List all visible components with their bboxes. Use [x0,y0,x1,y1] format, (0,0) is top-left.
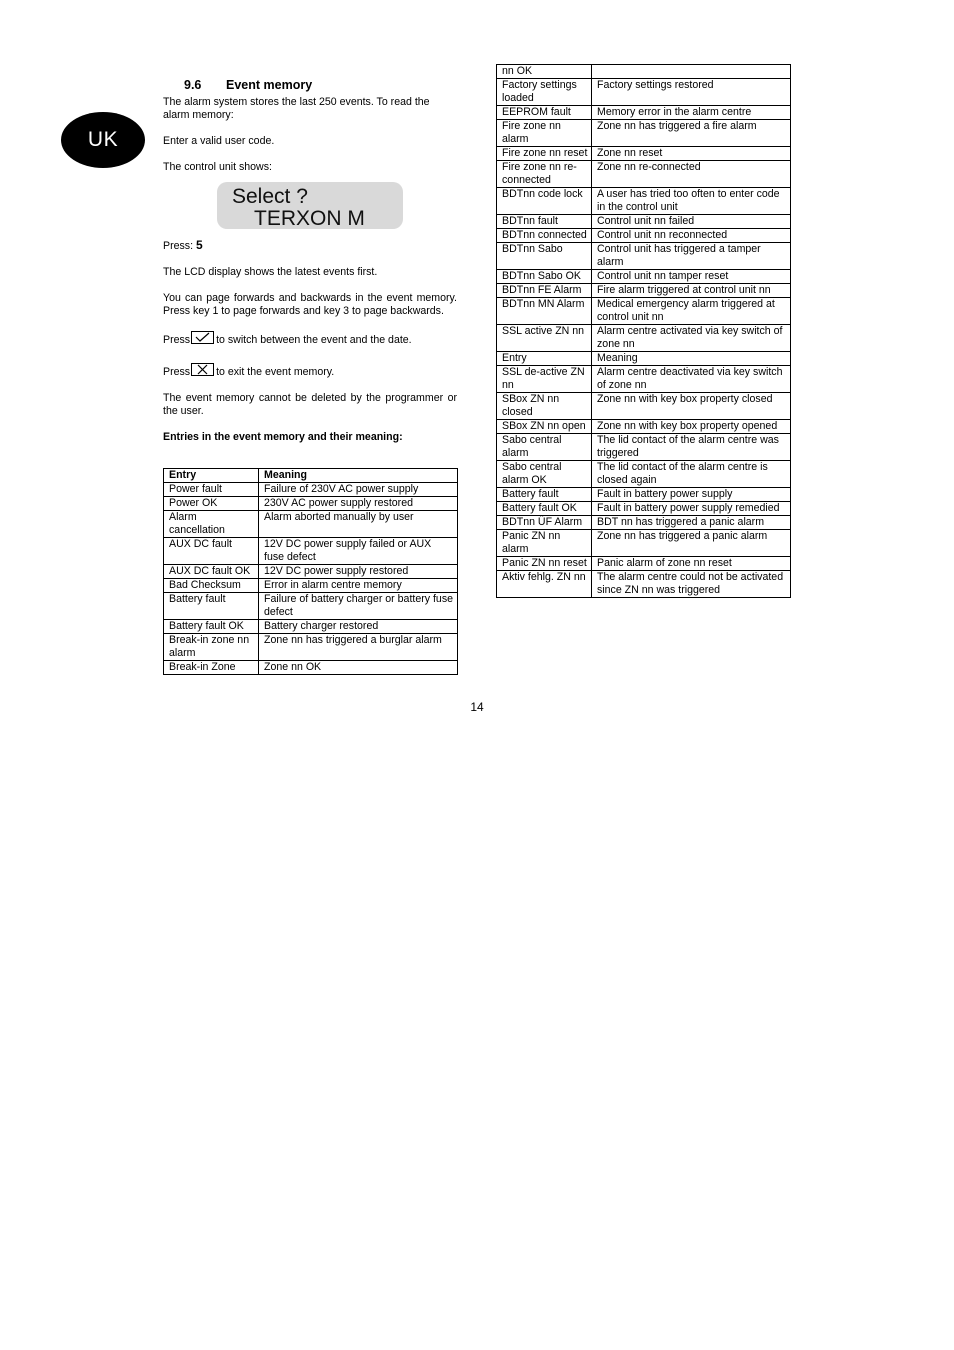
meaning-cell: Meaning [259,469,458,483]
event-table-left [163,468,458,675]
meaning-cell: Control unit has triggered a tamper alarm [592,243,791,270]
table-row [497,106,791,120]
entry-cell: Fire zone nn alarm [497,120,592,147]
meaning-cell: Control unit nn tamper reset [592,270,791,284]
entry-cell: Break-in zone nn alarm [164,634,259,661]
meaning-cell: Panic alarm of zone nn reset [592,557,791,571]
table-row [164,579,458,593]
entry-cell: Battery fault OK [497,502,592,516]
meaning-cell: The lid contact of the alarm centre was triggered [592,434,791,461]
entry-cell: SBox ZN nn closed [497,393,592,420]
entry-cell: AUX DC fault OK [164,565,259,579]
page-number: 14 [470,700,484,714]
table-row [497,516,791,530]
meaning-cell: Alarm aborted manually by user [259,511,458,538]
entry-cell: Entry [497,352,592,366]
press-key-line [163,239,457,253]
entry-cell: BDTnn FE Alarm [497,284,592,298]
table-row [497,161,791,188]
table-row [164,497,458,511]
section-number: 9.6 [184,78,202,92]
meaning-cell: Zone nn has triggered a panic alarm [592,530,791,557]
table-row [164,483,458,497]
entry-cell: BDTnn ÜF Alarm [497,516,592,530]
entry-cell: SBox ZN nn open [497,420,592,434]
table-row [164,511,458,538]
table-row [164,593,458,620]
meaning-cell: Battery charger restored [259,620,458,634]
entry-cell: nn OK [497,65,592,79]
paging-text: You can page forwards and backwards in the event memory. Press key 1 to page forwards and key 3 to page backwards. [163,292,457,317]
event-table-right [496,64,791,598]
meaning-cell: 12V DC power supply restored [259,565,458,579]
key-5: 5 [195,238,203,252]
meaning-cell: Failure of battery charger or battery fuse defect [259,593,458,620]
not-deleted-text: The event memory cannot be deleted by the programmer or the user. [163,392,457,417]
entry-cell: EEPROM fault [497,106,592,120]
table-row [497,243,791,270]
meaning-cell: Fire alarm triggered at control unit nn [592,284,791,298]
entry-cell: Power OK [164,497,259,511]
entry-cell: Power fault [164,483,259,497]
press-word: Press [163,334,191,346]
meaning-cell: The lid contact of the alarm centre is closed again [592,461,791,488]
entry-cell: Battery fault OK [164,620,259,634]
table-row [497,284,791,298]
meaning-cell: Zone nn re-connected [592,161,791,188]
check-instruction-text: to switch between the event and the date. [216,334,412,346]
meaning-cell: Failure of 230V AC power supply [259,483,458,497]
press-word: Press [163,366,191,378]
entry-cell: Fire zone nn reset [497,147,592,161]
meaning-cell: Fault in battery power supply [592,488,791,502]
table-row [497,366,791,393]
table-row [497,557,791,571]
lcd-latest-text: The LCD display shows the latest events first. [163,266,378,278]
meaning-cell: Memory error in the alarm centre [592,106,791,120]
table-row [497,461,791,488]
entry-cell: BDTnn code lock [497,188,592,215]
meaning-cell: Fault in battery power supply remedied [592,502,791,516]
table-header-row [164,469,458,483]
meaning-cell: 12V DC power supply failed or AUX fuse defect [259,538,458,565]
entry-cell: AUX DC fault [164,538,259,565]
entry-cell: BDTnn connected [497,229,592,243]
table-row [497,188,791,215]
meaning-cell: Zone nn OK [259,661,458,675]
meaning-cell: Control unit nn failed [592,215,791,229]
entry-cell: BDTnn Sabo OK [497,270,592,284]
entry-cell: Entry [164,469,259,483]
entry-cell: Sabo central alarm [497,434,592,461]
table-row [164,565,458,579]
table-row [497,352,791,366]
table-row [497,147,791,161]
table-row [497,270,791,284]
intro-text: The alarm system stores the last 250 events. To read the alarm memory: [163,96,430,121]
table-row [497,571,791,598]
cross-instruction-text: to exit the event memory. [216,366,335,378]
meaning-cell: Zone nn reset [592,147,791,161]
entry-cell: Break-in Zone [164,661,259,675]
lcd-display [217,182,403,229]
table-row [497,434,791,461]
table-row [497,488,791,502]
cross-instruction [163,363,457,379]
meaning-cell: Alarm centre activated via key switch of zone nn [592,325,791,352]
entry-cell: Panic ZN nn reset [497,557,592,571]
check-instruction [163,331,457,347]
language-badge: UK [61,112,145,168]
table-row [497,325,791,352]
entry-cell: Sabo central alarm OK [497,461,592,488]
meaning-cell: Meaning [592,352,791,366]
table-row [497,65,791,79]
table-row [497,79,791,106]
cross-icon [191,363,214,376]
table-row [164,661,458,675]
entry-cell: Battery fault [497,488,592,502]
meaning-cell: Alarm centre deactivated via key switch of zone nn [592,366,791,393]
meaning-cell: Zone nn has triggered a fire alarm [592,120,791,147]
entry-cell: Alarm cancellation [164,511,259,538]
entry-cell: Panic ZN nn alarm [497,530,592,557]
left-column [163,77,457,444]
table-row [164,538,458,565]
entry-cell: Bad Checksum [164,579,259,593]
meaning-cell: Zone nn with key box property opened [592,420,791,434]
table-row [164,634,458,661]
entry-cell: SSL active ZN nn [497,325,592,352]
meaning-cell: Medical emergency alarm triggered at control unit nn [592,298,791,325]
table-row [164,620,458,634]
entry-cell: BDTnn fault [497,215,592,229]
entries-heading: Entries in the event memory and their meaning: [163,431,403,443]
meaning-cell: A user has tried too often to enter code in the control unit [592,188,791,215]
control-shows-text: The control unit shows: [163,161,272,173]
meaning-cell: Control unit nn reconnected [592,229,791,243]
entry-cell: Factory settings loaded [497,79,592,106]
table-row [497,530,791,557]
meaning-cell: Factory settings restored [592,79,791,106]
entry-cell: Aktiv fehlg. ZN nn [497,571,592,598]
meaning-cell: Error in alarm centre memory [259,579,458,593]
entry-cell: Battery fault [164,593,259,620]
table-row [497,229,791,243]
checkmark-icon [191,331,214,344]
meaning-cell: Zone nn has triggered a burglar alarm [259,634,458,661]
meaning-cell [592,65,791,79]
table-row [497,502,791,516]
table-row [497,420,791,434]
table-row [497,215,791,229]
press-label: Press: [163,240,194,252]
lcd-line-1: Select ? [232,185,308,208]
meaning-cell: 230V AC power supply restored [259,497,458,511]
meaning-cell: BDT nn has triggered a panic alarm [592,516,791,530]
table-row [497,298,791,325]
entry-cell: BDTnn Sabo [497,243,592,270]
section-title: Event memory [226,78,313,92]
section-heading [184,77,457,93]
table-row [497,393,791,420]
table-row [497,120,791,147]
entry-cell: SSL de-active ZN nn [497,366,592,393]
entry-cell: Fire zone nn re-connected [497,161,592,188]
lcd-line-2: TERXON M [254,207,365,230]
meaning-cell: Zone nn with key box property closed [592,393,791,420]
enter-code-text: Enter a valid user code. [163,135,275,147]
meaning-cell: The alarm centre could not be activated since ZN nn was triggered [592,571,791,598]
entry-cell: BDTnn MN Alarm [497,298,592,325]
